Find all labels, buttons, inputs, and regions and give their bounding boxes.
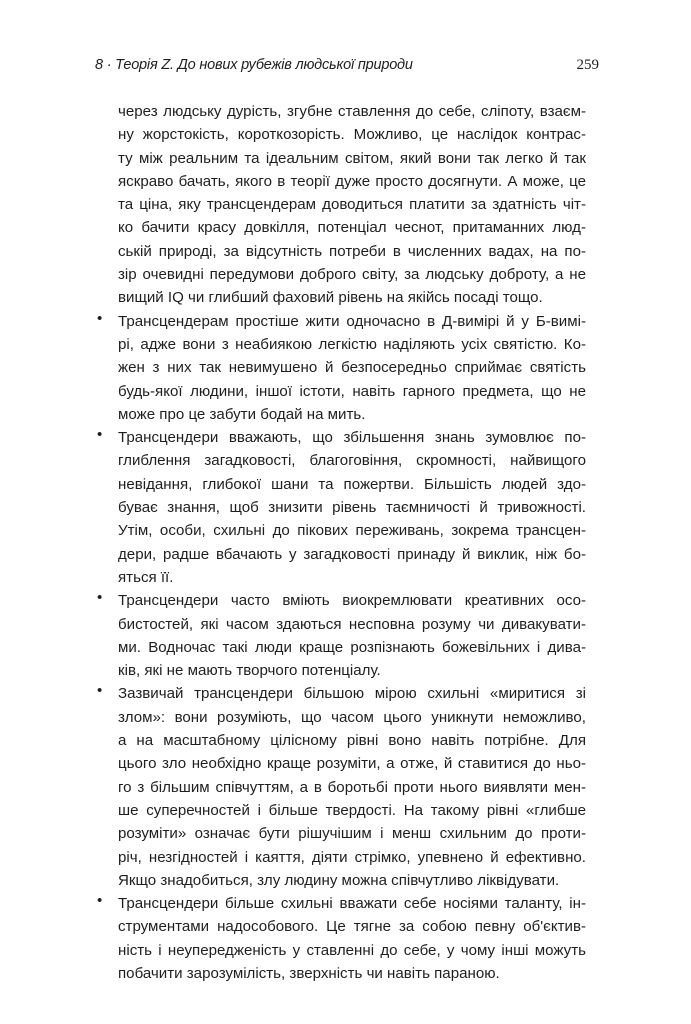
text-line: рі, адже вони з неабиякою легкістю наділяють усіх святістю. Ко- — [118, 335, 586, 353]
text-line: ту між реальним та ідеальним світом, який вони так легко й так — [118, 149, 586, 167]
bullet-item — [97, 589, 586, 682]
text-line: струментами надособового. Це тягне за собою певну об'єктив- — [118, 918, 586, 936]
text-line: яться її. — [118, 568, 174, 586]
bullet-line — [97, 682, 586, 705]
text-line: Утім, особи, схильні до пікових переживань, зокрема трансцен- — [118, 522, 586, 540]
text-line: Зазвичай трансцендери більшою мірою схильні «миритися зі — [118, 685, 586, 703]
text-line: розуміти» означає бути рішучішим і менш схильним до проти- — [118, 825, 586, 843]
text-line: яскраво бачать, якого в теорії дуже просто досягнути. А може, це — [118, 172, 586, 190]
text-line: буває знання, щоб знизити рівень таємничості й тривожності. — [118, 499, 586, 517]
text-line: жен з них так невимушено й безпосередньо сприймає святість — [118, 359, 586, 377]
text-line: Трансцендери вважають, що збільшення знань зумовлює по- — [118, 429, 586, 447]
text-line: ність і неупередженість у ставленні до себе, у чому інші можуть — [118, 941, 586, 959]
page-number: 259 — [576, 57, 599, 73]
text-line: ків, які не мають творчого потенціалу. — [118, 662, 381, 680]
bullet-marker: • — [97, 892, 103, 910]
text-line: побачити зарозумілість, зверхність чи навіть параною. — [118, 964, 500, 982]
paragraph-continuation — [118, 100, 586, 310]
running-title: 8 · Теорія Z. До нових рубежів людської природи — [95, 57, 413, 73]
text-line: Якщо знадобиться, злу людину можна співчутливо ліквідувати. — [118, 871, 560, 889]
text-line: го з більшим співчуттям, а в боротьбі проти нього виявляти мен- — [118, 778, 586, 796]
bullet-line — [97, 309, 586, 333]
running-head — [95, 57, 599, 77]
text-line: ко бачити красу довкілля, потенціал чеснот, притаманних люд- — [118, 219, 586, 237]
text-line: може про це забути бодай на мить. — [118, 405, 366, 423]
body-text — [97, 100, 586, 985]
text-line: Трансцендерам простіше жити одночасно в Д-вимірі й у Б-вимі- — [118, 312, 586, 330]
text-line: ській природі, за відсутність потреби в численних вадах, на по- — [118, 242, 586, 260]
bullet-line — [97, 892, 586, 915]
text-line: глиблення загадковості, благоговіння, скромності, найвищого — [118, 452, 586, 470]
text-line: вищий IQ чи глибший фаховий рівень на якійсь посаді тощо. — [118, 289, 543, 307]
bullet-item — [97, 309, 586, 426]
text-line: Трансцендери часто вміють виокремлювати креативних осо- — [118, 592, 586, 610]
text-line: ше суперечностей і більше твердості. На такому рівні «глибше — [118, 801, 586, 819]
bullet-line — [97, 426, 586, 449]
bullet-marker: • — [97, 589, 103, 607]
text-line: невідання, глибокої шани та пожертви. Більшість людей здо- — [118, 475, 586, 493]
bullet-marker: • — [97, 682, 103, 700]
bullet-marker: • — [97, 309, 103, 327]
text-line: зір очевидні передумови доброго світу, за людську доброту, а не — [118, 266, 586, 284]
text-line: через людську дурість, згубне ставлення до себе, сліпоту, взаєм- — [118, 103, 586, 120]
bullet-item — [97, 426, 586, 589]
text-line: а на масштабному цілісному рівні воно навіть потрібне. Для — [118, 732, 586, 750]
text-line: бистостей, які часом здаються несповна розуму чи дивакувати- — [118, 615, 586, 633]
text-line: цього зло необхідно краще розуміти, а отже, й ставитися до ньо- — [118, 755, 586, 773]
text-line: річ, незгідностей і каяття, діяти стрімко, упевнено й ефективно. — [118, 848, 586, 866]
bullet-item — [97, 892, 586, 985]
bullet-line — [97, 589, 586, 612]
text-line: дери, радше вбачають у загадковості принаду й виклик, ніж бо- — [118, 545, 586, 563]
text-line: будь-якої людини, іншої істоти, навіть гарного предмета, що не — [118, 382, 586, 400]
bullet-item — [97, 682, 586, 892]
bullet-marker: • — [97, 426, 103, 444]
text-line: та ціна, яку трансцендерам доводиться платити за здатність чіт- — [118, 196, 586, 214]
text-line: ну жорстокість, короткозорість. Можливо, це наслідок контрас- — [118, 126, 586, 144]
text-line: ми. Водночас такі люди краще розпізнають божевільних і дива- — [118, 638, 586, 656]
text-line: злом»: вони розуміють, що часом цього уникнути неможливо, — [118, 708, 586, 726]
text-line: Трансцендери більше схильні вважати себе носіями таланту, ін- — [118, 895, 586, 913]
